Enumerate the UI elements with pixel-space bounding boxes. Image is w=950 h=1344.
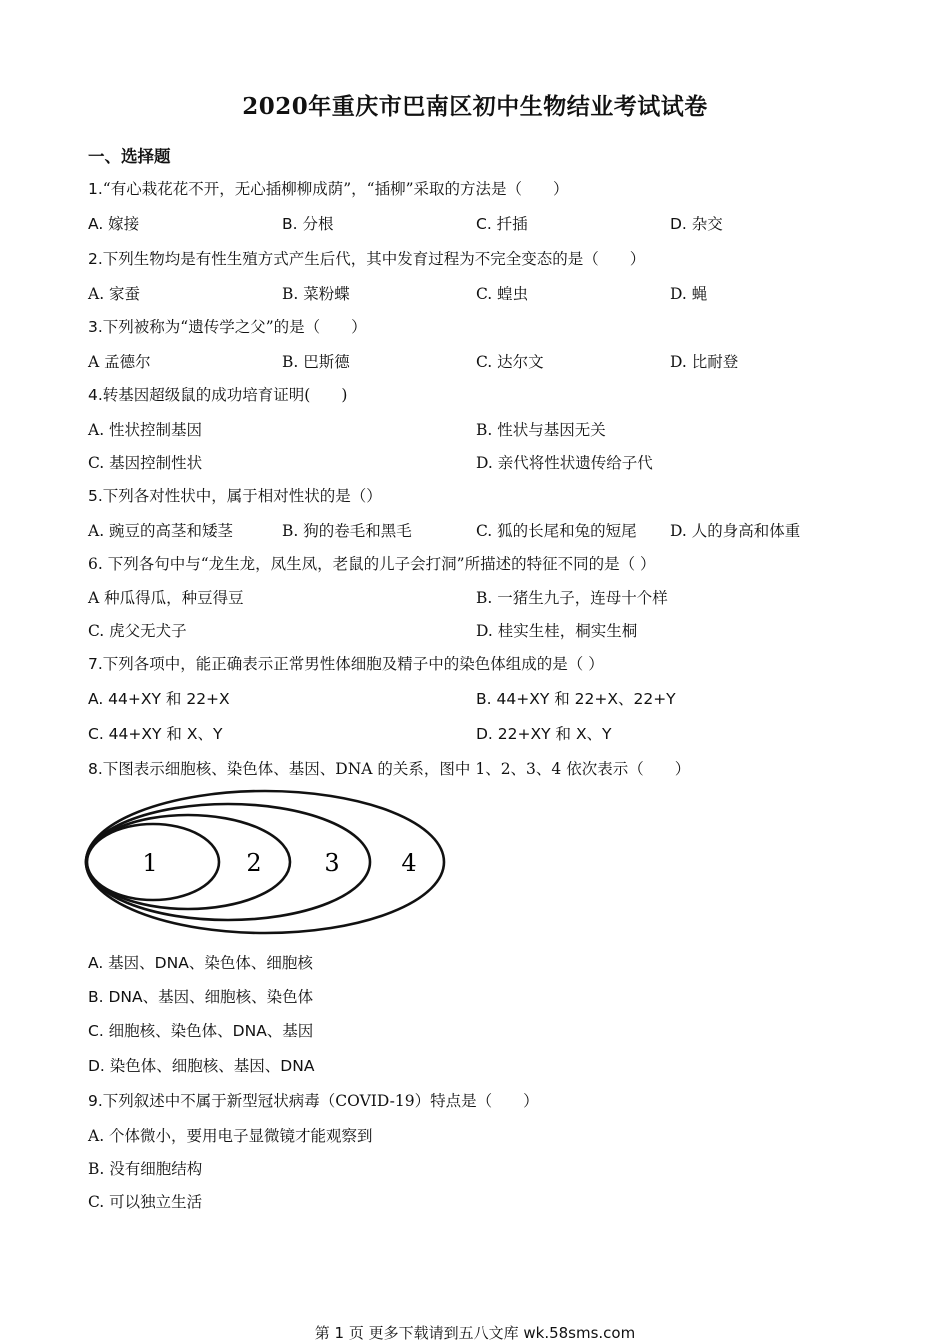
- q6-option-d: D. 桂实生桂，桐实生桐: [476, 622, 638, 640]
- q6-option-a: A 种瓜得瓜，种豆得豆: [88, 589, 244, 607]
- q8-option-c: C. 细胞核、染色体、DNA、基因: [88, 1022, 314, 1040]
- q3-option-c: C. 达尔文: [476, 353, 544, 371]
- question-3: [88, 315, 367, 337]
- question-text: 下列各项中，能正确表示正常男性体细胞及精子中的染色体组成的是（ ）: [102, 655, 604, 673]
- q8-option-b: B. DNA、基因、细胞核、染色体: [88, 988, 314, 1006]
- q5-option-a: A. 豌豆的高茎和矮茎: [88, 522, 234, 540]
- question-number: 2.: [88, 250, 103, 268]
- q3-option-b: B. 巴斯德: [282, 353, 350, 371]
- q4-option-c: C. 基因控制性状: [88, 454, 203, 472]
- q1-option-b: B. 分根: [282, 215, 334, 233]
- question-4: [88, 383, 347, 405]
- q1-option-d: D. 杂交: [670, 215, 723, 233]
- q5-option-c: C. 狐的长尾和兔的短尾: [476, 522, 637, 540]
- question-9: [88, 1089, 539, 1111]
- q2-option-c: C. 蝗虫: [476, 285, 529, 303]
- question-text: 下列生物均是有性生殖方式产生后代，其中发育过程为不完全变态的是（ ）: [102, 250, 646, 268]
- q3-option-a: A 孟德尔: [88, 353, 151, 371]
- question-8: [88, 757, 690, 779]
- q3-option-d: D. 比耐登: [670, 353, 739, 371]
- q4-option-d: D. 亲代将性状遗传给子代: [476, 454, 653, 472]
- question-2: [88, 247, 645, 269]
- q2-option-a: A. 家蚕: [88, 285, 141, 303]
- section-heading: 一、选择题: [88, 147, 171, 166]
- q2-option-d: D. 蝇: [670, 285, 708, 303]
- page-title: 2020年重庆市巴南区初中生物结业考试试卷: [242, 93, 708, 120]
- q8-option-d: D. 染色体、细胞核、基因、DNA: [88, 1057, 315, 1075]
- question-7: [88, 652, 604, 674]
- question-number: 3.: [88, 318, 103, 336]
- label-3: 3: [324, 849, 340, 877]
- question-number: 8.: [88, 760, 103, 778]
- q7-option-b: B. 44+XY 和 22+X、22+Y: [476, 690, 676, 708]
- q7-option-a: A. 44+XY 和 22+X: [88, 690, 230, 708]
- q6-option-c: C. 虎父无犬子: [88, 622, 187, 640]
- q8-option-a: A. 基因、DNA、染色体、细胞核: [88, 954, 313, 972]
- q5-option-b: B. 狗的卷毛和黑毛: [282, 522, 412, 540]
- question-number: 7.: [88, 655, 103, 673]
- q1-option-a: A. 嫁接: [88, 215, 140, 233]
- nested-ellipses-diagram: [84, 788, 454, 938]
- q9-option-b: B. 没有细胞结构: [88, 1160, 203, 1178]
- question-number: 1.: [88, 180, 103, 198]
- q1-option-c: C. 扦插: [476, 215, 528, 233]
- question-text: 下列被称为“遗传学之父”的是（ ）: [102, 318, 367, 336]
- question-text: “有心栽花花不开，无心插柳柳成荫”，“插柳”采取的方法是（ ）: [102, 180, 569, 198]
- question-number: 9.: [88, 1092, 103, 1110]
- question-5: [88, 484, 382, 506]
- question-text: 转基因超级鼠的成功培育证明( ): [102, 386, 348, 404]
- q6-option-b: B. 一猪生九子，连母十个样: [476, 589, 668, 607]
- q2-option-b: B. 菜粉蝶: [282, 285, 350, 303]
- ellipse-4: [86, 791, 444, 933]
- question-6: 6. 下列各句中与“龙生龙，凤生凤，老鼠的儿子会打洞”所描述的特征不同的是（ ）: [88, 555, 656, 573]
- question-number: 5.: [88, 487, 103, 505]
- question-text: 下列各对性状中，属于相对性状的是（）: [102, 487, 382, 505]
- page-footer: 第 1 页 更多下载请到五八文库 wk.58sms.com: [314, 1324, 636, 1342]
- question-text: 下图表示细胞核、染色体、基因、DNA 的关系，图中 1、2、3、4 依次表示（ ）: [102, 760, 691, 778]
- q4-option-b: B. 性状与基因无关: [476, 421, 606, 439]
- q5-option-d: D. 人的身高和体重: [670, 522, 801, 540]
- q9-option-a: A. 个体微小，要用电子显微镜才能观察到: [88, 1127, 373, 1145]
- q7-option-c: C. 44+XY 和 X、Y: [88, 725, 223, 743]
- label-1: 1: [142, 849, 158, 877]
- q4-option-a: A. 性状控制基因: [88, 421, 203, 439]
- question-number: 4.: [88, 386, 103, 404]
- label-4: 4: [401, 849, 417, 877]
- q9-option-c: C. 可以独立生活: [88, 1193, 203, 1211]
- question-1: [88, 177, 569, 199]
- question-text: 下列叙述中不属于新型冠状病毒（COVID-19）特点是（ ）: [102, 1092, 539, 1110]
- label-2: 2: [246, 849, 262, 877]
- q7-option-d: D. 22+XY 和 X、Y: [476, 725, 612, 743]
